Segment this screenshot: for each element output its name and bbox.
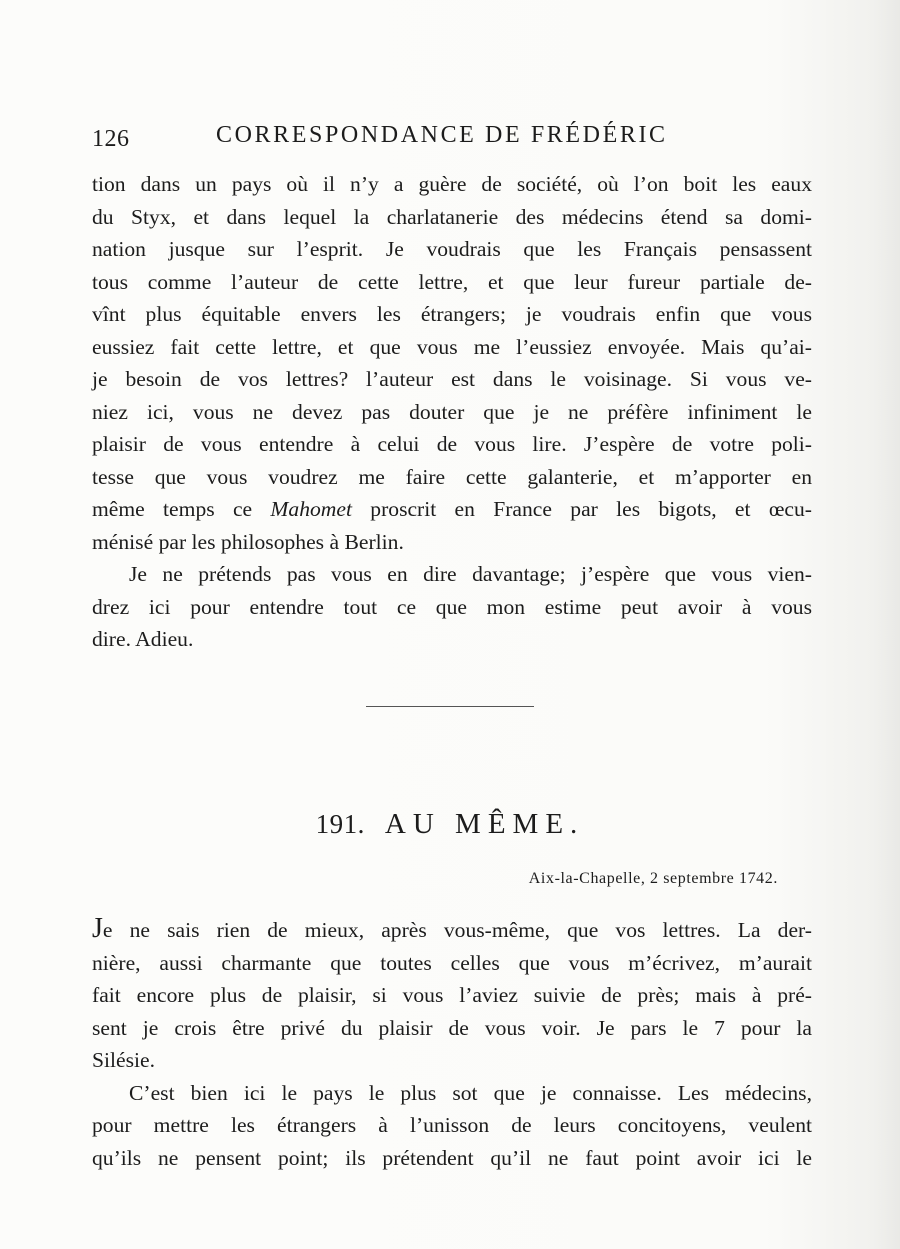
letter-title: AU MÊME. <box>384 808 585 840</box>
text-line: je besoin de vos lettres? l’auteur est dans le voisinage. Si vous ve- <box>92 367 812 391</box>
letter-dateline: Aix-la-Chapelle, 2 septembre 1742. <box>528 870 778 887</box>
paragraph <box>92 1077 812 1175</box>
text-segment: même temps ce <box>92 497 271 521</box>
text-segment: e ne sais rien de mieux, après vous-même, que vos lettres. La der- <box>102 918 812 942</box>
text-line: Silésie. <box>92 1048 155 1072</box>
text-line: drez ici pour entendre tout ce que mon estime peut avoir à vous <box>92 594 812 619</box>
page-number: 126 <box>92 126 130 152</box>
text-line: ménisé par les philosophes à Berlin. <box>92 529 404 554</box>
text-line: tous comme l’auteur de cette lettre, et que leur fureur partiale de- <box>92 269 812 294</box>
text-line: sent je crois être privé du plaisir de vous voir. Je pars le 7 pour la <box>92 1015 812 1040</box>
text-line: qu’ils ne pensent point; ils prétendent qu’il ne faut point avoir ici le <box>92 1145 812 1170</box>
previous-letter-text <box>92 168 812 656</box>
letter-number: 191. <box>315 809 365 839</box>
text-segment: proscrit en France par les bigots, et œcu- <box>351 497 812 521</box>
italic-work-title: Mahomet <box>270 497 352 521</box>
paragraph <box>92 913 812 1077</box>
text-line: pour mettre les étrangers à l’unisson de leurs concitoyens, veulent <box>92 1113 812 1137</box>
text-line: C’est bien ici le pays le plus sot que je connaisse. Les médecins, <box>129 1080 812 1105</box>
text-line: eussiez fait cette lettre, et que vous me l’eussiez envoyée. Mais qu’ai- <box>92 334 812 359</box>
text-line: plaisir de vous entendre à celui de vous lire. J’espère de votre poli- <box>92 432 812 456</box>
text-line <box>92 493 812 526</box>
text-line: du Styx, et dans lequel la charlatanerie des médecins étend sa domi- <box>92 204 812 229</box>
running-title: CORRESPONDANCE DE FRÉDÉRIC <box>216 122 668 148</box>
letter-body <box>92 913 812 1174</box>
letter-heading <box>0 808 900 841</box>
paragraph <box>92 168 812 558</box>
text-line: tesse que vous voudrez me faire cette galanterie, et m’apporter en <box>92 464 812 489</box>
paragraph <box>92 558 812 656</box>
section-divider <box>366 706 534 707</box>
text-line: nière, aussi charmante que toutes celles que vous m’écrivez, m’aurait <box>92 950 812 975</box>
text-line: tion dans un pays où il n’y a guère de société, où l’on boit les eaux <box>92 172 812 196</box>
text-line: Je ne prétends pas vous en dire davantage; j’espère que vous vien- <box>129 562 812 586</box>
text-line: nation jusque sur l’esprit. Je voudrais que les Français pensassent <box>92 237 812 261</box>
text-line: fait encore plus de plaisir, si vous l’aviez suivie de près; mais à pré- <box>92 983 812 1007</box>
initial-letter: J <box>92 913 103 944</box>
text-line: niez ici, vous ne devez pas douter que je ne préfère infiniment le <box>92 399 812 424</box>
text-line: vînt plus équitable envers les étrangers; je voudrais enfin que vous <box>92 302 812 326</box>
running-head <box>92 120 812 154</box>
text-line: dire. Adieu. <box>92 627 194 651</box>
text-line <box>92 913 812 947</box>
